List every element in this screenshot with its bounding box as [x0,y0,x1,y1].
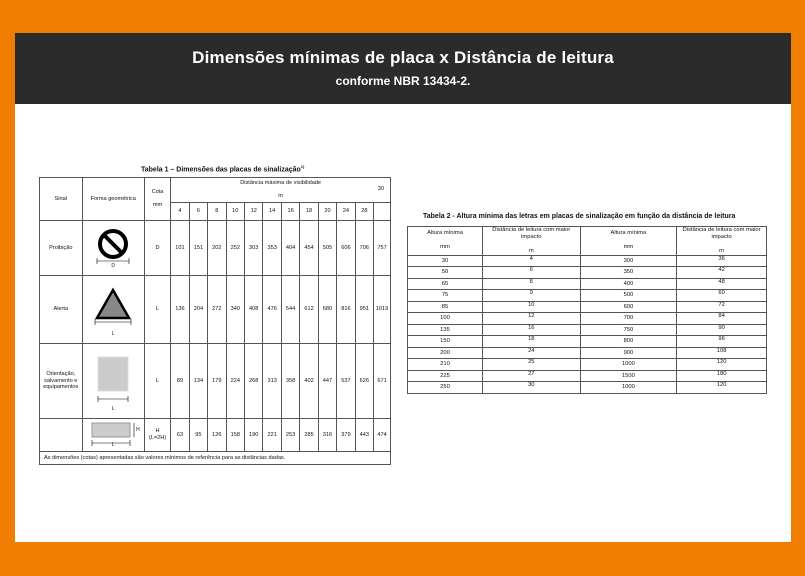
table2-cell: 8 [482,278,580,290]
table2-cell: 225 [408,370,483,382]
table1-value-cell: 158 [226,419,244,452]
table2-cell: 350 [580,267,677,279]
table2-cell: 135 [408,324,483,336]
table2-cell: 1500 [580,370,677,382]
table1-value-cell: 353 [263,221,281,276]
title-banner [15,33,791,104]
table2-row [408,313,767,325]
table2-cell: 100 [408,313,483,325]
table1-value-cell: 474 [374,419,391,452]
content-card [15,33,791,542]
table2-cell: 120 [677,359,767,371]
table1-value-cell: 606 [337,221,355,276]
table1-value-cell: 190 [244,419,262,452]
table1-row-shape [82,419,144,452]
table1-distance-9: 24 [337,203,355,221]
table2-cell: 10 [482,301,580,313]
table1-distance-1: 6 [189,203,207,221]
table1-distance-2: 8 [208,203,226,221]
table1-value-cell: 951 [355,276,373,344]
table1-distance-0: 4 [171,203,189,221]
table1-header-forma: Forma geométrica [82,178,144,221]
table1-row-shape [82,344,144,419]
table2-row [408,301,767,313]
table1-value-cell: 612 [300,276,318,344]
table1-row [40,221,391,276]
table1-header-30: 30 [377,186,384,192]
table1-distance-8: 20 [318,203,336,221]
table2-row [408,290,767,302]
table2-cell: 50 [408,267,483,279]
table2-cell: 30 [482,382,580,394]
table2-row [408,336,767,348]
table1-note: As dimensões (cotas) apresentadas são valores mínimos de referência para as distâncias dadas. [40,452,391,465]
warning-triangle-icon [91,286,135,334]
table1-distance-10: 28 [355,203,373,221]
table1-value-cell: 285 [300,419,318,452]
table2-header-altura1: Altura mínima mm [408,227,483,256]
table1-value-cell: 268 [244,344,262,419]
table1-value-cell: 89 [171,344,189,419]
table1-value-cell: 340 [226,276,244,344]
table2-cell: 4 [482,255,580,267]
table1-row-shape [82,221,144,276]
table1-value-cell: 151 [189,221,207,276]
table1-header-distance: Distância máxima de visibilidade m 30 [171,178,391,203]
table2-row [408,278,767,290]
table2-cell: 700 [580,313,677,325]
table2-cell: 300 [580,255,677,267]
table2-row [408,324,767,336]
table2-cell: 1000 [580,382,677,394]
table2-cell: 75 [408,290,483,302]
table2-cell: 90 [677,324,767,336]
table1-distance-6: 16 [281,203,299,221]
table1-distance-5: 14 [263,203,281,221]
table1-row-label: Orientação, salvamento e equipamentos [40,344,83,419]
table2-cell: 85 [408,301,483,313]
table2-cell: 84 [677,313,767,325]
table1-row-cota: D [144,221,170,276]
table2-cell: 200 [408,347,483,359]
table2-cell: 60 [677,290,767,302]
table2-header-dist1: Distância de leitura com maior impacto m [482,227,580,256]
table1-row-cota: H (L=2H) [144,419,170,452]
table1-value-cell: 63 [171,419,189,452]
table1-value-cell: 443 [355,419,373,452]
table1-header-sinal: Sinal [40,178,83,221]
table1-value-cell: 402 [300,344,318,419]
table1-value-cell: 272 [208,276,226,344]
table2-cell: 1000 [580,359,677,371]
table1-value-cell: 202 [208,221,226,276]
table2-cell: 65 [408,278,483,290]
shape-dimension-label-h: H [136,427,140,433]
table1-row-cota: L [144,344,170,419]
table1-value-cell: 303 [244,221,262,276]
table1-value-cell: 316 [318,419,336,452]
square-sign-icon [91,351,135,411]
table1-value-cell: 204 [189,276,207,344]
table1-row-label: Proibição [40,221,83,276]
table1-value-cell: 253 [281,419,299,452]
table1-value-cell: 136 [171,276,189,344]
table2-cell: 48 [677,278,767,290]
table1-row-label [40,419,83,452]
table2-cell: 27 [482,370,580,382]
table1-value-cell: 126 [208,419,226,452]
table2-cell: 900 [580,347,677,359]
table1-row-cota: L [144,276,170,344]
table2-cell: 150 [408,336,483,348]
table2-cell: 42 [677,267,767,279]
table2-cell: 25 [482,359,580,371]
table1-value-cell: 358 [281,344,299,419]
page-subtitle: conforme NBR 13434-2. [335,74,471,88]
table2-cell: 400 [580,278,677,290]
table1-value-cell: 404 [281,221,299,276]
table2-cell: 36 [677,255,767,267]
table2-cell: 30 [408,255,483,267]
table2-row [408,370,767,382]
table1-row [40,276,391,344]
table2-header-altura2: Altura mínima mm [580,227,677,256]
table1-row [40,419,391,452]
table1-value-cell: 816 [337,276,355,344]
table1-value-cell: 671 [374,344,391,419]
table2-row [408,347,767,359]
table2-cell: 250 [408,382,483,394]
table1-value-cell: 379 [337,419,355,452]
table1-value-cell: 544 [281,276,299,344]
table1-value-cell: 221 [263,419,281,452]
table2-row [408,255,767,267]
table1-value-cell: 706 [355,221,373,276]
table2-row [408,359,767,371]
table2-header-dist2: Distância de leitura com maior impacto m [677,227,767,256]
table2-cell: 180 [677,370,767,382]
table1-row-label: Alerta [40,276,83,344]
table2-cell: 600 [580,301,677,313]
table1-caption: Tabela 1 – Dimensões das placas de sinalização$^{1)}$ [141,164,305,174]
table2 [407,226,767,394]
shape-dimension-label: D [111,263,115,269]
table2-cell: 750 [580,324,677,336]
table1-value-cell: 537 [337,344,355,419]
shape-dimension-label: L [111,442,115,448]
table2-cell: 72 [677,301,767,313]
table1-value-cell: 408 [244,276,262,344]
table2-cell: 12 [482,313,580,325]
table2-cell: 16 [482,324,580,336]
table2-cell: 210 [408,359,483,371]
table1-row [40,344,391,419]
table1-row-shape [82,276,144,344]
table1-distance-4: 12 [244,203,262,221]
table1-value-cell: 252 [226,221,244,276]
table2-row [408,267,767,279]
shape-dimension-label: L [111,406,115,412]
table2-cell: 108 [677,347,767,359]
table1-value-cell: 505 [318,221,336,276]
table1-value-cell: 626 [355,344,373,419]
table1-value-cell: 454 [300,221,318,276]
page-title: Dimensões mínimas de placa x Distância de leitura [192,48,614,67]
table2-cell: 6 [482,267,580,279]
table1-value-cell: 680 [318,276,336,344]
table1-value-cell: 224 [226,344,244,419]
table2-caption: Tabela 2 - Altura mínima das letras em placas de sinalização em função da distância de leitura [423,213,736,220]
table2-cell: 500 [580,290,677,302]
table2-cell: 800 [580,336,677,348]
table1-value-cell: 179 [208,344,226,419]
table1-header-cota: Cota mm [144,178,170,221]
table1-value-cell: 101 [171,221,189,276]
table1-value-cell: 134 [189,344,207,419]
table1-value-cell: 1019 [374,276,391,344]
table2-cell: 18 [482,336,580,348]
table1-value-cell: 447 [318,344,336,419]
table2-row [408,382,767,394]
table2-cell: 120 [677,382,767,394]
table2-cell: 24 [482,347,580,359]
table2-cell: 96 [677,336,767,348]
table1-value-cell: 313 [263,344,281,419]
table1-distance-7: 18 [300,203,318,221]
table1-distance-3: 10 [226,203,244,221]
table1-distance-11 [374,203,391,221]
table1 [39,177,391,465]
table1-value-cell: 476 [263,276,281,344]
table1-value-cell: 95 [189,419,207,452]
table1-value-cell: 757 [374,221,391,276]
shape-dimension-label: L [111,331,115,337]
table2-cell: 9 [482,290,580,302]
